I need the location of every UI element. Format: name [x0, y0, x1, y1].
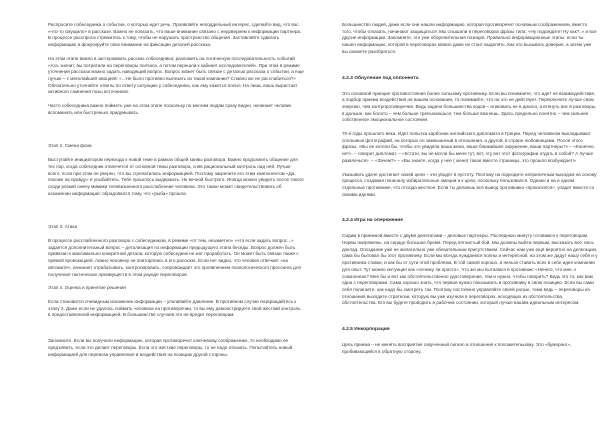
paragraph: 70-е годы прошлого века. Идет попытка карбонии английского дипломата в Греции. Перед человеком выкладывают сплошные фотографий, на которых он замешанный в отношения, а другой, в стране любовницами. После этого фразы: «Вы не хотели бы, чтобы это увидела ваша жена, ваше ближайшее окружение, ваши партнеры?» – «Конечно, нет». – говорит дипломат. – «Кстати, вы не могли бы меня тут, вот, эту вот этот фотографии отдать в собой? А лучше развлечься». – «Зачем?» – «Вы знаете, когда у нее ( жене) такая вместе страницы, это прошло возбуждает!»	[342, 131, 595, 163]
right-column	[342, 22, 598, 363]
paragraph: Большинство людей, даже если они нашли информацию, которая противоречит основным соображениям, вместо того, чтобы отказать, начинают защищаться. Мы слышали в переговорах фразы типа: «Ну подождите! Ну как?..» и все другие информации. Запомните, это уже оборонительная позиция. Правильно информационные этапы: если ты нашел информацию, которой в переговорах можно даже не стоит выделять. Как это вызывать доверие, а затем уже вы сможете разобраться.	[342, 22, 597, 54]
paragraph: Распросите собеседника о событии, о которых идет речь. Проявляйте неподдельный интерес, сделайте вид, что вас «что-то смущило» в рассказе. Важно не показать, что ваше внимание связано с недоверием к информации партнера. В процессе расспроса стремитесь к тому, чтобы не нарушать пространство общения. Заставляйте сдвигать информацию и фокусируйте свое внимание на фиксации деталей рассказа.	[48, 22, 302, 48]
section-heading-4-2-5: 4.2.5 Инкорпорация	[342, 327, 390, 333]
paragraph: Часто собеседника важно пойметь уже на этом этапе поскольку по многим людям сразу видно, начинает человек вспоминать или быстренько придумывать.	[48, 103, 292, 115]
paragraph: Это основной принцип противостояния более сильному противнику. Если вы понимаете, что идет не взаимодействие, а подбор приема воздействия на вашем основании, то понимайте, что на это не действует. Переключите лучше свою энергию, чем контрпротиворечия. Ведь задачи большинства кодов – атиковать не в диалог, а втянуть вас в разговоры, в дальше, как болото – чем больше трепыхаешься, тем больше вязнешь. Здесь предельно понятно – чем сильнее собственное эмоциональное состояние.	[342, 90, 597, 123]
left-column	[48, 22, 304, 365]
paragraph: На этом этапе важно в застерживать рассказ собеседника: разложить на логическую последовательность событий «Ага, значит, вы потратили на переговоры полчаса, а потом перешли к кабинет исследователей». При этом в режиме уточнения рассказа можно задать наводящий вопрос. Вопрос может быть связан с деталью рассказа о событии, а еще лучше – с мельчайшей эмоцией: «...Не было противно вылезать из такой компании? Славно же не расслабиться?» Обязательно уточняйте ответы по ответу ситуацию у собеседника, как ему кажется полно. На лишь лишь вырастает активного сомнения позы источников.	[48, 55, 304, 95]
stage-3-title: Этап 3. Атака	[48, 224, 78, 230]
paragraph: Цель приема – не менять восприятие озвученный сигнал и отношения к положительному. Это «бумеранг», пробивающийся в обратную сторону.	[342, 342, 572, 354]
paragraph: Указывать удаче достигает своей цели – эти уводят в пустоту. Поэтому на подходите неприличным выходом на основу процесса, создавая поначалу избирательные эмоции и к цели, поскольку пользовался. Однако и на и одном отдельные противнике, что отсюда жесткое. Если ты делаешь все вывод противника «прокатился», упадет вместе со своими идеями.	[342, 171, 597, 197]
paragraph: Выступайте инициатором перехода к новой теме в рамках общей канвы разговора. Важно продолжить общение для тех пор, когда собеседник отвлечется от основной темы разговора, сняв рациональный контроль над ней. Лучше всего, если при этом он уверен, что вы сгрелатились информацией. Поэтому закрепите его этим компонентом «Да, похоже на правду» и улыбайтесь. Тебе прошлось выдержать. Не вечной быстрого. Иногда можно увидеть после такого сходи резкий смену мимики телевизионного расслабление человека. Это также может свидетельствовать об искажении информации: обрадовался тому, что «рыба» прошла.	[48, 157, 304, 196]
paragraph: В процессе расслабленного разговора с собеседником, в режиме «от тем, незаметно» «что если задать вопрос...» задается дополнительный вопрос – детализация по информации предыдущего этапа беседы. Вопрос должен быть привязан к максимально конкретной детали, которую собеседник не мог проработать. Он может быть связан также с прямой провокацией, ложно человеку не повторялись в его рассказе. Если нет видно, что человек отвечает «на автомате», начинает отрабатывать, контролировать, сопровождает это проявлением психологического прессинга для получения тактических преимуществ в этом раунде переговоров.	[48, 238, 301, 277]
paragraph: Запомните. Если вы получили информацию, которая противоречит ключевому соображению, то необходимо ее предъявить, если это делает переговоры. Если это жесткие переговоры, то не надо отказать. Попытайтесь новый информацией для перевоза управления и воздействия на позицию другой стороны.	[48, 338, 293, 357]
section-heading-4-2-4: 4.2.4 Игра на опережение	[342, 218, 403, 224]
paragraph: Если становится очевидным искажение информации – усиливайте давление. В противном случае возвращайтесь к этапу 3. Даже если не удалось поймать человека на противоречии, то вы ему демонстрируете свой жесткий контроль в предоставленной информацией. В большинстве случаев это не вредит переговорам.	[48, 298, 301, 318]
section-heading-4-2-3: 4.2.3 Обнуление под оппонента	[342, 75, 419, 81]
stage-4-title: Этап 4. Оценка и принятие решения	[48, 285, 126, 291]
paragraph: Сидим в приемной вместе с двумя делегатами – деловые партнеры. Последнюю минуту готовимся к переговорам. Нервы напряжены, на сердце большое бремя. Перед пятнистый бой. Мы должны выйти первым, высказать всё, весь доклад. Опоздание уже не желательно уже обязательным присутствием. Сейчас нам уже ещё вероятно на делегацию, сама бы бытовал бы этот противнику. Если мы всегда нуждаемся полны и интересной, на этом же дадут нашу себя и у противника ставки, и как бы от сути этой проблема. В той самой хорошо, и нельзя ставить всех в себе идее компании для опыт. Тут можно интуиция как «почему ли просто». Что же мы пытаемся в противник: «Ничего, что мне, к сожалению? Мне бы и вот как обстоятельственно удостоверение, тем и нужно, чтобы говорить? Ведь это то, как вам одна с переговорами. Сама хорошо знать, что первая нужно показывать в противнику в свою позицию. Если вы сами себя полагаете, как надо бы смотреть так. Поэтому постоянно управляйте своей ролью, тема ведь – переговоры из отношения выходите стратегии, которую вы уже изучили в переговорах, исходящих из обстоятельства, обстоятельства. Его вы будете проводить в рабочем состоянии, который лучше вашим идеальным интересом.	[342, 233, 598, 306]
stage-2-title: Этап 2. Смена фона	[48, 143, 92, 149]
